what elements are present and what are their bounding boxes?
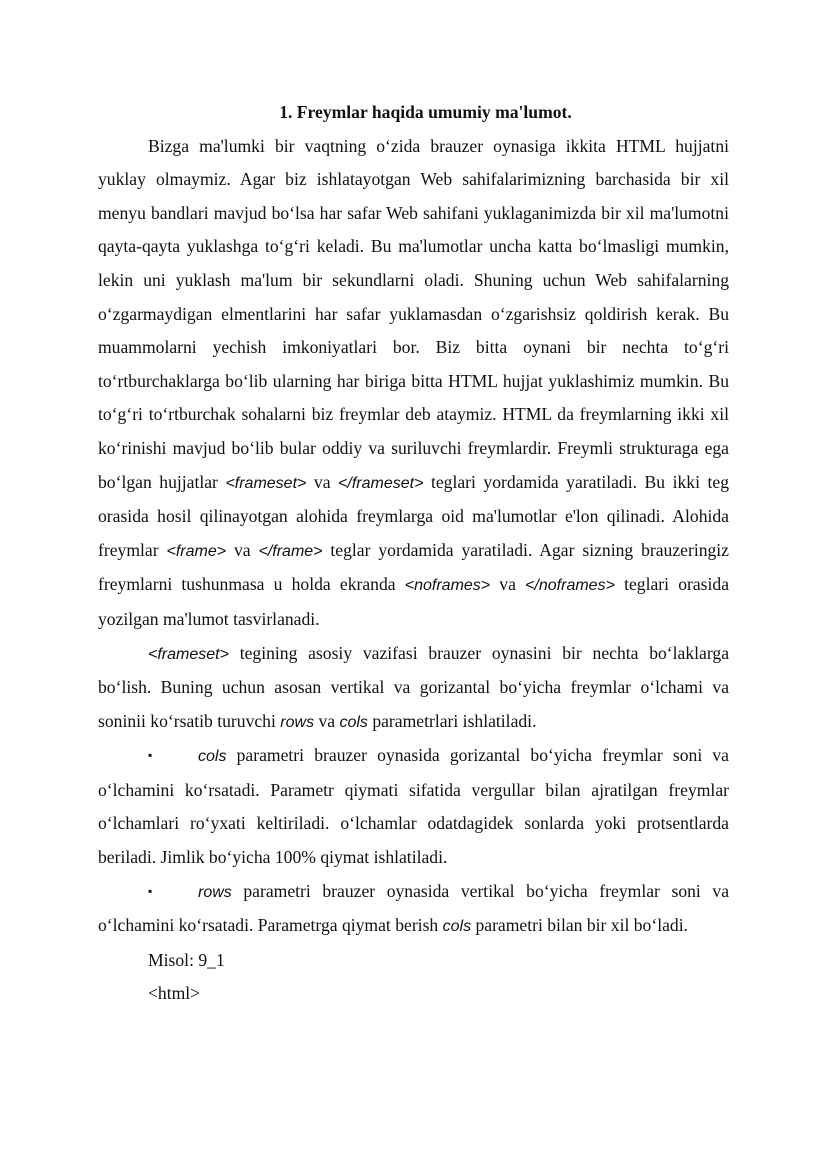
- text-segment: teglari orasida yozilgan ma'lumot tasvirlanadi.: [98, 574, 730, 629]
- text-segment: parametri bilan bir xil bo‘ladi.: [471, 915, 688, 936]
- document-body: [98, 96, 729, 1011]
- text-segment: parametri brauzer oynasida gorizantal bo‘yicha freymlar soni va o‘lchamini ko‘rsatadi. Parametr qiymati sifatida vergullar bilan ajratilgan freymlar o‘lchamlari ro‘yxati keltiriladi. o‘lchamlar odatdagidek sonlarda yoki protsentlarda beriladi. Jimlik bo‘yicha 100% qiymat ishlatiladi.: [98, 745, 729, 868]
- code-line-html: <html>: [148, 983, 201, 1004]
- param-cols: cols: [339, 713, 368, 731]
- param-cols: cols: [442, 918, 472, 936]
- section-title: 1. Freymlar haqida umumiy ma'lumot.: [279, 102, 572, 122]
- param-rows: rows: [280, 713, 315, 731]
- tag-frameset-open: <frameset>: [225, 474, 307, 492]
- bullet-item-cols: [98, 739, 729, 874]
- bullet-item-rows: [98, 875, 729, 944]
- param-cols: cols: [198, 748, 227, 766]
- text-segment: Bizga ma'lumki bir vaqtning o‘zida brauzer oynasiga ikkita HTML hujjatni yuklay olmaymiz. Agar biz ishlatayotgan Web sahifalarimizning barchasida bir xil menyu bandlari mavjud bo‘lsa har safar Web sahifani yuklaganimizda bir xil ma'lumotni qayta-qayta yuklashga to‘g‘ri keladi. Bu ma'lumotlar uncha katta bo‘lmasligi mumkin, lekin uni yuklash ma'lum bir sekundlarni oladi. Shuning uchun Web sahifalarning o‘zgarmaydigan elmentlarini har safar yuklamasdan o‘zgarishsiz qoldirish kerak. Bu muammolarni yechish imkoniyatlari bor. Biz bitta oynani bir nechta to‘g‘ri to‘rtburchaklarga bo‘lib ularning har biriga bitta HTML hujjat yuklashimiz mumkin. Bu to‘g‘ri to‘rtburchak sohalarni biz freymlar deb ataymiz. HTML da freymlarning ikki xil ko‘rinishi mavjud bo‘lib bular oddiy va suriluvchi freymlardir. Freymli strukturaga ega bo‘lgan hujjatlar: [98, 135, 729, 492]
- tag-frame-close: </frame>: [258, 542, 323, 560]
- paragraph-frameset: [98, 637, 729, 740]
- tag-frameset-close: </frameset>: [338, 474, 424, 492]
- text-segment: parametri brauzer oynasida vertikal bo‘yicha freymlar soni va o‘lchamini ko‘rsatadi. Parametrga qiymat berish: [98, 880, 729, 936]
- tag-noframes-open: <noframes>: [404, 577, 491, 595]
- text-segment: va: [490, 574, 526, 595]
- paragraph-intro: [98, 130, 729, 637]
- text-segment: parametrlari ishlatiladi.: [367, 710, 537, 731]
- tag-frame-open: <frame>: [166, 542, 227, 560]
- bullet-square-icon: ▪: [148, 748, 153, 763]
- text-segment: tegining asosiy vazifasi brauzer oynasini bir nechta bo‘laklarga bo‘lish. Buning uchun asosan vertikal va gorizantal bo‘yicha freymlar o‘lchami va soninii ko‘rsatib turuvchi: [98, 642, 729, 731]
- text-segment: va: [226, 539, 259, 560]
- bullet-square-icon: ▪: [148, 883, 153, 898]
- example-label: Misol: 9_1: [148, 949, 225, 970]
- text-segment: teglar yordamida yaratiladi. Agar sizning brauzeringiz freymlarni tushunmasa u holda ekranda: [98, 539, 729, 595]
- tag-frameset: <frameset>: [148, 645, 229, 663]
- text-segment: va: [314, 710, 340, 731]
- text-segment: va: [306, 471, 339, 492]
- param-rows: rows: [198, 883, 232, 901]
- tag-noframes-close: </noframes>: [525, 577, 615, 595]
- text-segment: teglari yordamida yaratiladi. Bu ikki teg orasida hosil qilinayotgan alohida freymlarga oid ma'lumotlar e'lon qilinadi. Alohida freymlar: [98, 471, 730, 560]
